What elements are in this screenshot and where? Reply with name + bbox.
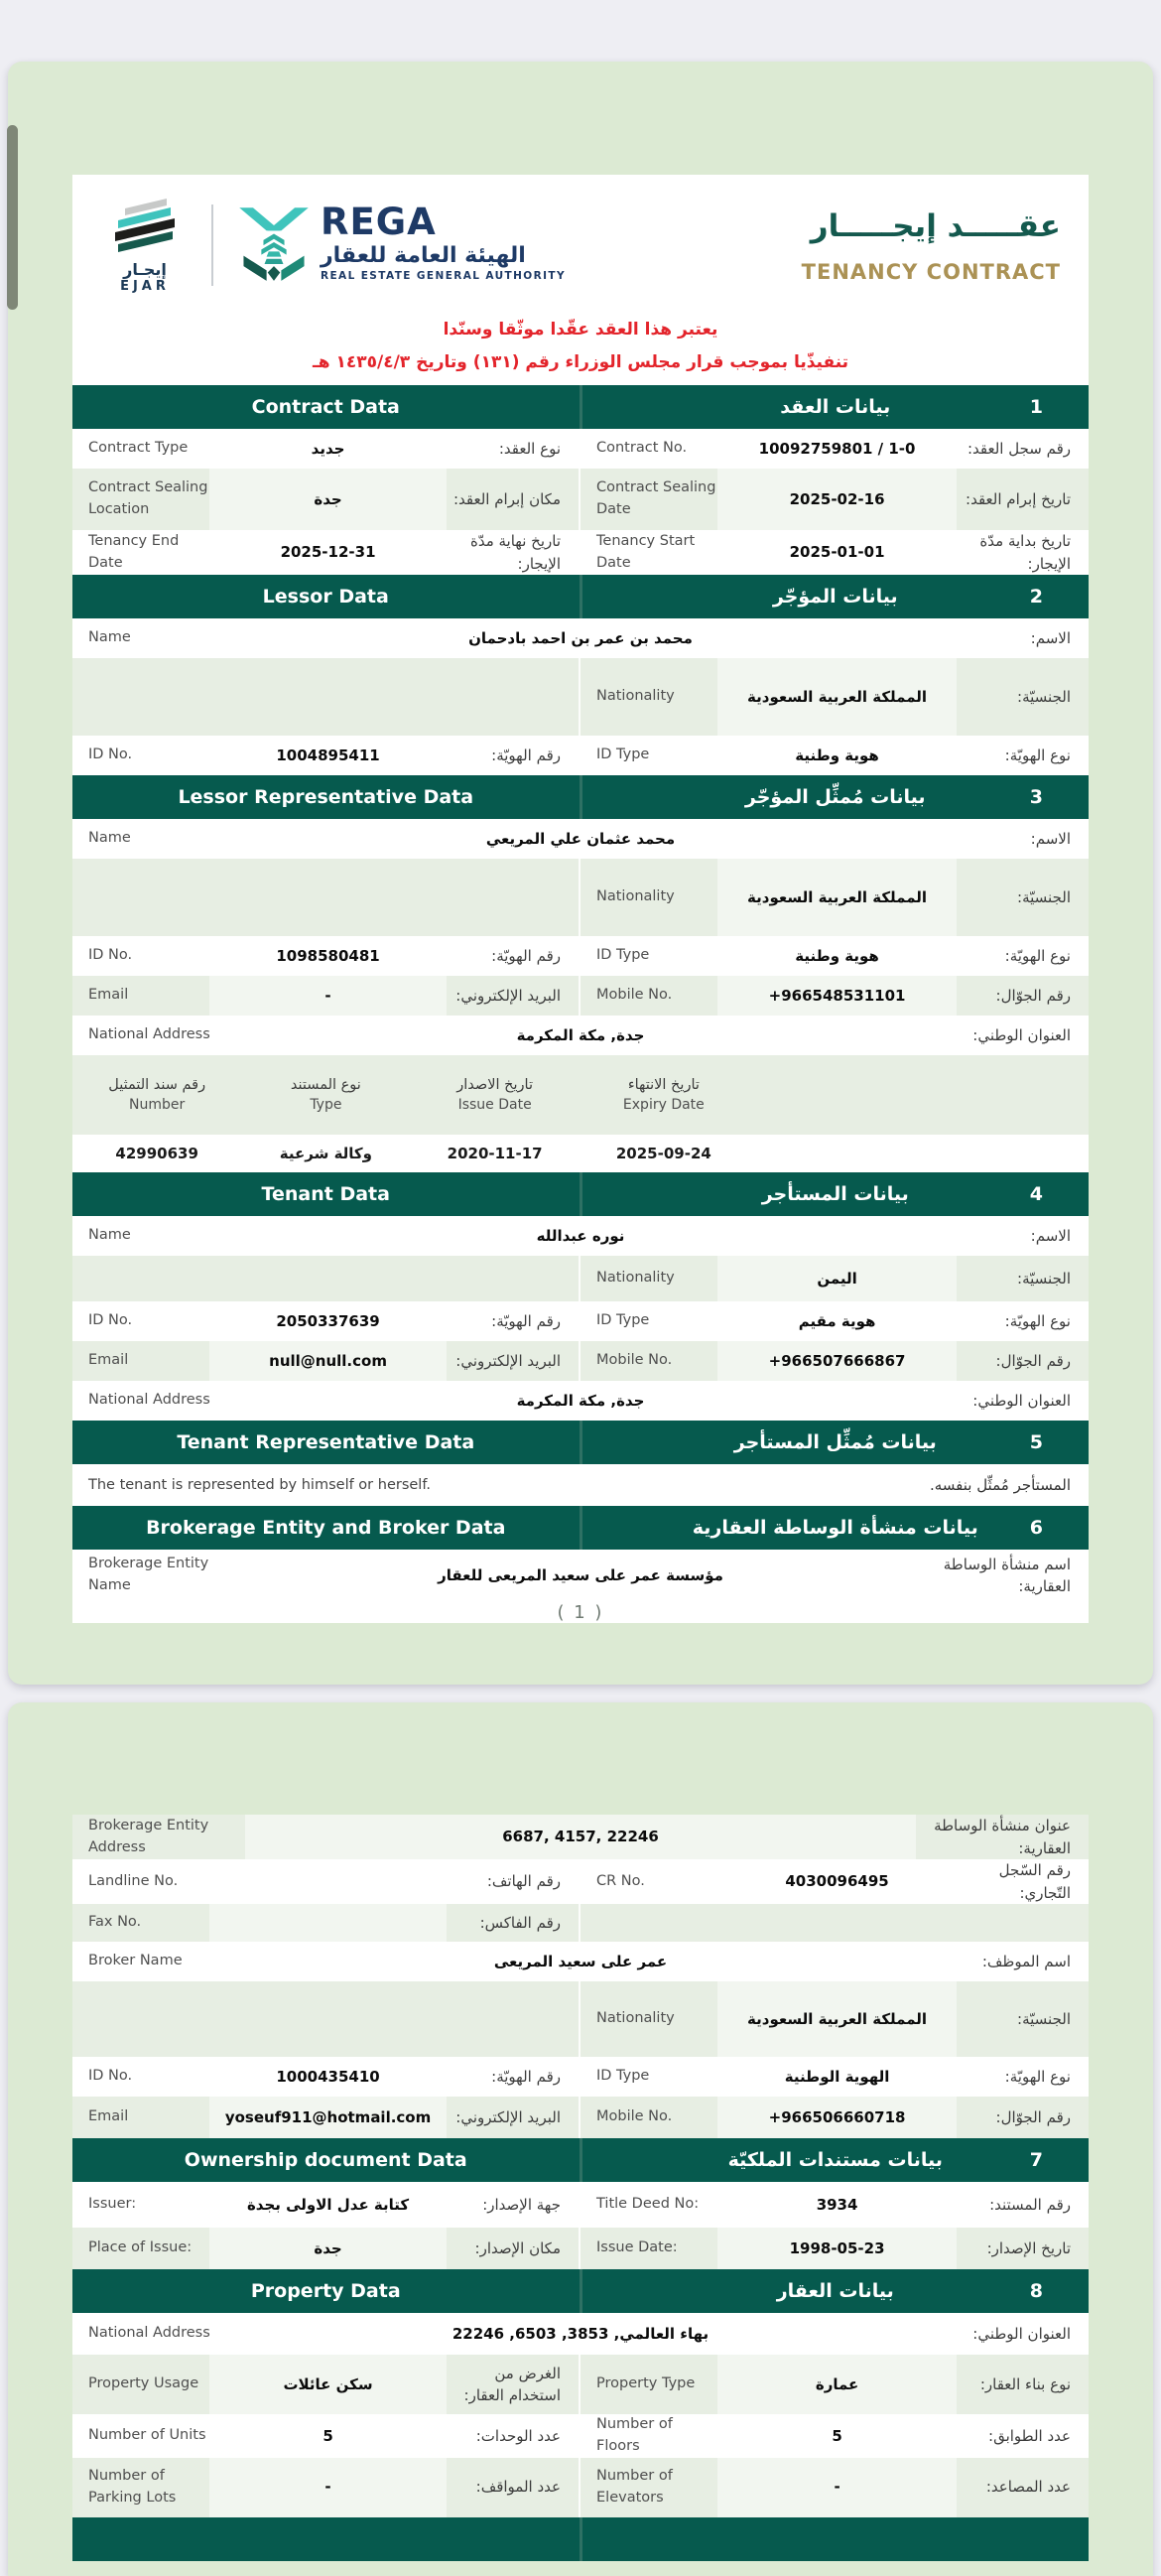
field-label-en: Place of Issue: [88,2239,193,2256]
table-row [72,2097,1089,2138]
scrollbar-thumb[interactable] [7,125,18,310]
field-label-en: ID No. [88,1312,133,1329]
field-label-ar: عدد الطوابق: [988,2426,1071,2445]
table-row [72,936,1089,976]
section-number: 8 [1029,2280,1043,2302]
field-label-en: National Address [88,2325,210,2342]
field-label-en: ID Type [596,947,650,964]
table-row [72,618,1089,658]
field-value: null@null.com [209,1341,448,1381]
field-label-ar: عدد المصاعد: [985,2478,1071,2497]
page-1-content [72,175,1089,1623]
field-label-ar: نوع الهويّة: [1004,746,1071,764]
field-label-ar: نوع الهويّة: [1004,2067,1071,2086]
field-value: محمد عثمان علي المريعي [485,829,676,848]
ejar-logo-text-ar: إيجـار [123,260,167,279]
field-label-ar: مكان الإصدار: [474,2238,561,2257]
field-value: المملكة العربية السعودية [717,859,957,936]
section-header-ownership-document [72,2138,1089,2182]
column-header-ar: تاريخ الاصدار [456,1077,533,1093]
field-label-ar: نوع العقد: [498,439,561,458]
table-row [72,2057,1089,2097]
section-title-ar: بيانات منشأة الوساطة العقارية [692,1517,978,1539]
section-number: 5 [1029,1431,1043,1453]
field-label-en: Broker Name [88,1953,183,1969]
table-row [72,2414,1089,2458]
contract-page-1 [8,62,1153,1685]
field-value: +966548531101 [717,976,957,1016]
field-label-en: Nationality [596,888,675,905]
field-label-ar: رقم الهويّة: [491,1311,561,1330]
table-row [72,1981,1089,2057]
field-label-en: Email [88,1352,129,1369]
field-label-en: Number of Parking Lots [88,2467,177,2506]
field-label-ar: تاريخ نهاية مدّة الإيجار: [469,532,561,573]
table-row [72,658,1089,736]
field-value: جديد [311,439,345,458]
ejar-logo-text-en: EJAR [120,279,170,294]
field-label-en: ID No. [88,746,133,763]
field-value: عمر على سعيد المريعى [493,1952,668,1970]
field-value: هوية وطنية [795,946,879,965]
field-value: 1098580481 [276,946,380,965]
field-value: جدة [209,2228,448,2269]
field-label-ar: الغرض من استخدام العقار: [463,2364,561,2404]
field-label-ar: البريد الإلكتروني: [455,1351,561,1370]
contract-page-2 [8,1702,1153,2576]
field-value: سكن عائلات [209,2355,448,2414]
field-label-en: Brokerage Entity Address [88,1817,209,1855]
section-number: 7 [1029,2149,1043,2171]
field-label-ar: البريد الإلكتروني: [455,2107,561,2126]
field-label-ar: نوع بناء العقار: [979,2374,1071,2393]
column-header-ar: نوع المستند [290,1077,361,1093]
section-header-brokerage [72,1506,1089,1550]
ejar-logo [102,197,188,294]
section-header-tenant-representative [72,1421,1089,1464]
cell-value: وكالة شرعية [279,1145,372,1162]
field-value: 4030096495 [785,1872,889,1891]
section-number: 6 [1029,1517,1043,1539]
field-label-ar: البريد الإلكتروني: [455,986,561,1005]
field-label-ar: الجنسيّة: [1017,1269,1071,1288]
field-value: 5 [832,2426,842,2445]
table-row [72,2355,1089,2414]
table-row [72,1216,1089,1256]
field-label-ar: العنوان الوطني: [972,2324,1071,2343]
field-label-ar: عنوان منشأة الوساطة العقارية: [934,1817,1071,1857]
table-row [72,429,1089,469]
column-header-en: Number [129,1097,186,1113]
column-header-en: Expiry Date [622,1097,705,1113]
field-label-en: Nationality [596,1270,675,1287]
table-row [72,736,1089,775]
field-label-ar: العنوان الوطني: [972,1025,1071,1044]
field-label-en: Mobile No. [596,2108,673,2125]
section-title-en: Brokerage Entity and Broker Data [146,1517,506,1539]
field-label-en: Fax No. [88,1914,142,1931]
table-row [72,1301,1089,1341]
field-label-en: Brokerage Entity Name [88,1556,209,1593]
field-label-en: Issue Date: [596,2239,678,2256]
field-label-ar: نوع الهويّة: [1004,1311,1071,1330]
field-value: هوية مقيم [798,1311,876,1330]
field-label-en: ID Type [596,746,650,763]
field-label-en: Issuer: [88,2196,137,2213]
section-header-tenant-data [72,1172,1089,1216]
field-value: هوية وطنية [795,746,879,764]
table-row [72,1904,1089,1942]
section-title-ar: بيانات مُمثِّل المؤجّر [744,786,926,808]
section-title-en: Tenant Representative Data [177,1431,475,1453]
section-header-lessor-representative [72,775,1089,819]
field-label-en: Number of Units [88,2426,206,2443]
field-label-ar: عدد الوحدات: [475,2426,561,2445]
field-value: جدة [209,469,448,530]
contract-title-en: TENANCY CONTRACT [801,260,1061,284]
table-row [72,1256,1089,1301]
field-label-en: ID No. [88,2068,133,2085]
field-label-ar: رقم المستند: [989,2195,1071,2214]
section-title-en: Tenant Data [261,1183,390,1205]
field-value [209,1904,448,1942]
field-label-ar: رقم الهويّة: [491,2067,561,2086]
field-value: المملكة العربية السعودية [717,1981,957,2057]
field-label-ar: اسم منشأة الوساطة العقارية: [943,1555,1071,1595]
legal-notice-line1: يعتبر هذا العقد عقّدا موثّقا وسنّدا [443,320,718,339]
section-title-ar: بيانات المستأجر [761,1183,909,1205]
field-label-ar: رقم الفاكس: [479,1913,561,1932]
field-value: جدة, مكة المكرمة [516,1025,645,1044]
field-label-en: ID Type [596,2068,650,2085]
cell-value: 42990639 [115,1145,198,1162]
field-label-en: Contract Sealing Date [596,479,716,517]
rega-logo-text-en: REAL ESTATE GENERAL AUTHORITY [321,269,566,282]
representation-table-row [72,1135,1089,1172]
cell-value: 2020-11-17 [447,1145,543,1162]
field-label-en: Contract Sealing Location [88,479,208,517]
field-label-en: Contract No. [596,440,688,457]
field-value: جدة, مكة المكرمة [516,1391,645,1410]
table-row [72,1341,1089,1381]
section-header-lessor-data [72,575,1089,618]
field-label-ar: عدد المواقف: [475,2478,561,2497]
field-value: 1000435410 [276,2067,380,2086]
column-header-en: Issue Date [457,1097,532,1113]
table-row [72,2228,1089,2269]
field-label-ar: تاريخ الإصدار: [986,2238,1071,2257]
field-label-ar: الاسم: [1030,628,1071,647]
field-value: +966506660718 [717,2097,957,2138]
field-label-ar: رقم الجوّال: [995,1351,1071,1370]
ejar-logo-icon [109,197,181,258]
field-label-ar: رقم السّجل التّجاري: [998,1861,1071,1902]
table-row [72,1942,1089,1981]
field-label-en: Mobile No. [596,1352,673,1369]
field-label-en: ID Type [596,1312,650,1329]
note-text-en: The tenant is represented by himself or herself. [88,1477,431,1493]
column-header-ar: رقم سند التمثيل [108,1077,206,1093]
rega-logo-name: REGA [321,201,437,243]
field-label-ar: رقم سجل العقد: [967,439,1071,458]
field-label-en: Number of Floors [596,2416,673,2454]
field-value: 5 [322,2426,333,2445]
section-title-ar: بيانات العقد [780,396,891,418]
page-number: ( 1 ) [557,1602,604,1623]
table-row [72,1815,1089,1859]
section-title-en: Lessor Data [262,586,389,608]
field-label-ar: تاريخ إبرام العقد: [966,489,1071,508]
document-header [72,175,1089,385]
section-number: 4 [1029,1183,1043,1205]
section-number: 1 [1029,396,1043,418]
field-label-ar: نوع الهويّة: [1004,946,1071,965]
column-header-en: Type [310,1097,342,1113]
section-header-contract-data [72,385,1089,429]
section-title-ar: بيانات مستندات الملكيّة [727,2149,943,2171]
field-value: 2050337639 [276,1311,380,1330]
field-label-ar: الجنسيّة: [1017,887,1071,906]
field-value: - [209,976,448,1016]
table-row [72,530,1089,575]
table-row [72,2182,1089,2228]
rega-logo [237,203,566,287]
field-label-ar: رقم الجوّال: [995,986,1071,1005]
field-label-en: ID No. [88,947,133,964]
field-label-en: Name [88,629,131,646]
section-title-ar: بيانات مُمثِّل المستأجر [733,1431,937,1453]
section-header-partial [72,2517,1089,2561]
field-value: مؤسسة عمر على سعيد المريعى للعقار [438,1565,723,1584]
field-label-en: National Address [88,1026,210,1043]
field-label-ar: رقم الهويّة: [491,746,561,764]
contract-title-ar: عقـــــد إيجـــــار [810,208,1061,244]
field-value: - [209,2458,448,2517]
field-value: 10092759801 / 1-0 [758,439,916,458]
field-value: بهاء العالمي, 3853, 6503, 22246 [452,2324,710,2343]
field-label-en: Tenancy End Date [88,532,180,571]
field-label-ar: رقم الهويّة: [491,946,561,965]
field-value: 6687, 4157, 22246 [245,1815,916,1859]
field-value: اليمن [717,1256,957,1301]
field-value: كتابة عدل الاولى بجدة [246,2195,410,2214]
field-label-en: Nationality [596,2010,675,2027]
table-row [72,1016,1089,1055]
section-number: 2 [1029,586,1043,608]
note-row [72,1464,1089,1506]
field-label-en: National Address [88,1392,210,1409]
rega-palm-icon [237,203,311,287]
table-row [72,859,1089,936]
field-label-ar: رقم الجوّال: [995,2107,1071,2126]
field-label-ar: تاريخ بداية مدّة الإيجار: [979,532,1071,573]
section-number: 3 [1029,786,1043,808]
field-value: محمد بن عمر بن احمد بادحمان [468,628,693,647]
field-label-ar: الجنسيّة: [1017,687,1071,706]
field-label-ar: اسم الموظف: [981,1952,1071,1970]
field-value: +966507666867 [717,1341,957,1381]
section-header-property-data [72,2269,1089,2313]
field-label-en: Property Type [596,2375,696,2392]
field-value: نوره عبدالله [536,1226,625,1245]
table-row [72,469,1089,530]
field-label-ar: جهة الإصدار: [482,2195,561,2214]
section-title-en: Ownership document Data [184,2149,467,2171]
section-title-en: Lessor Representative Data [178,786,474,808]
field-label-ar: الاسم: [1030,1226,1071,1245]
page-2-content [72,1815,1089,2561]
contract-title [802,208,1061,284]
field-value: الهوية الوطنية [784,2067,890,2086]
field-value: yoseuf911@hotmail.com [209,2097,448,2138]
legal-notice [72,314,1089,379]
field-label-en: Number of Elevators [596,2467,673,2506]
field-label-en: Title Deed No: [596,2196,700,2213]
field-value: 1998-05-23 [717,2228,957,2269]
legal-notice-line2: تنفيذّيا بموجب قرار مجلس الوزراء رقم (١٣١) وتاريخ ١٤٣٥/٤/٣ هـ [312,352,849,373]
field-label-en: Mobile No. [596,987,673,1004]
field-value: 2025-12-31 [280,543,376,562]
table-row [72,1381,1089,1421]
logo-group [102,197,566,294]
section-title-en: Property Data [250,2280,401,2302]
field-label-en: Tenancy Start Date [596,532,696,571]
field-value: 2025-02-16 [717,469,957,530]
field-label-ar: مكان إبرام العقد: [452,489,561,508]
field-value: 2025-01-01 [789,543,885,562]
field-label-en: Property Usage [88,2375,199,2392]
field-label-en: Landline No. [88,1872,179,1889]
representation-table-header [72,1055,1089,1135]
field-value: - [717,2458,957,2517]
field-label-en: Contract Type [88,440,189,457]
field-label-en: Nationality [596,688,675,705]
cell-value: 2025-09-24 [615,1145,711,1162]
field-value: المملكة العربية السعودية [717,658,957,736]
field-value: 3934 [816,2195,858,2214]
field-value: عمارة [717,2355,957,2414]
column-header-ar: تاريخ الانتهاء [627,1077,700,1093]
table-row [72,976,1089,1016]
field-label-en: Email [88,987,129,1004]
field-label-en: CR No. [596,1872,645,1889]
field-label-ar: الجنسيّة: [1017,2009,1071,2028]
logo-divider [211,204,213,286]
field-value [209,1859,448,1904]
table-row [72,1550,1089,1601]
section-title-ar: بيانات المؤجّر [772,586,898,608]
field-label-ar: الاسم: [1030,829,1071,848]
rega-logo-text-ar: الهيئة العامة للعقار [321,242,526,268]
field-label-ar: العنوان الوطني: [972,1391,1071,1410]
section-title-en: Contract Data [251,396,400,418]
table-row [72,2313,1089,2355]
field-label-ar: رقم الهاتف: [486,1872,561,1891]
field-label-en: Name [88,830,131,847]
field-label-en: Email [88,2108,129,2125]
table-row [72,2458,1089,2517]
note-text-ar: المستأجر مُمثِّل بنفسه. [929,1476,1071,1494]
field-value: 1004895411 [276,746,380,764]
section-title-ar: بيانات العقار [776,2280,894,2302]
field-label-en: Name [88,1227,131,1244]
table-row [72,1859,1089,1904]
table-row [72,819,1089,859]
